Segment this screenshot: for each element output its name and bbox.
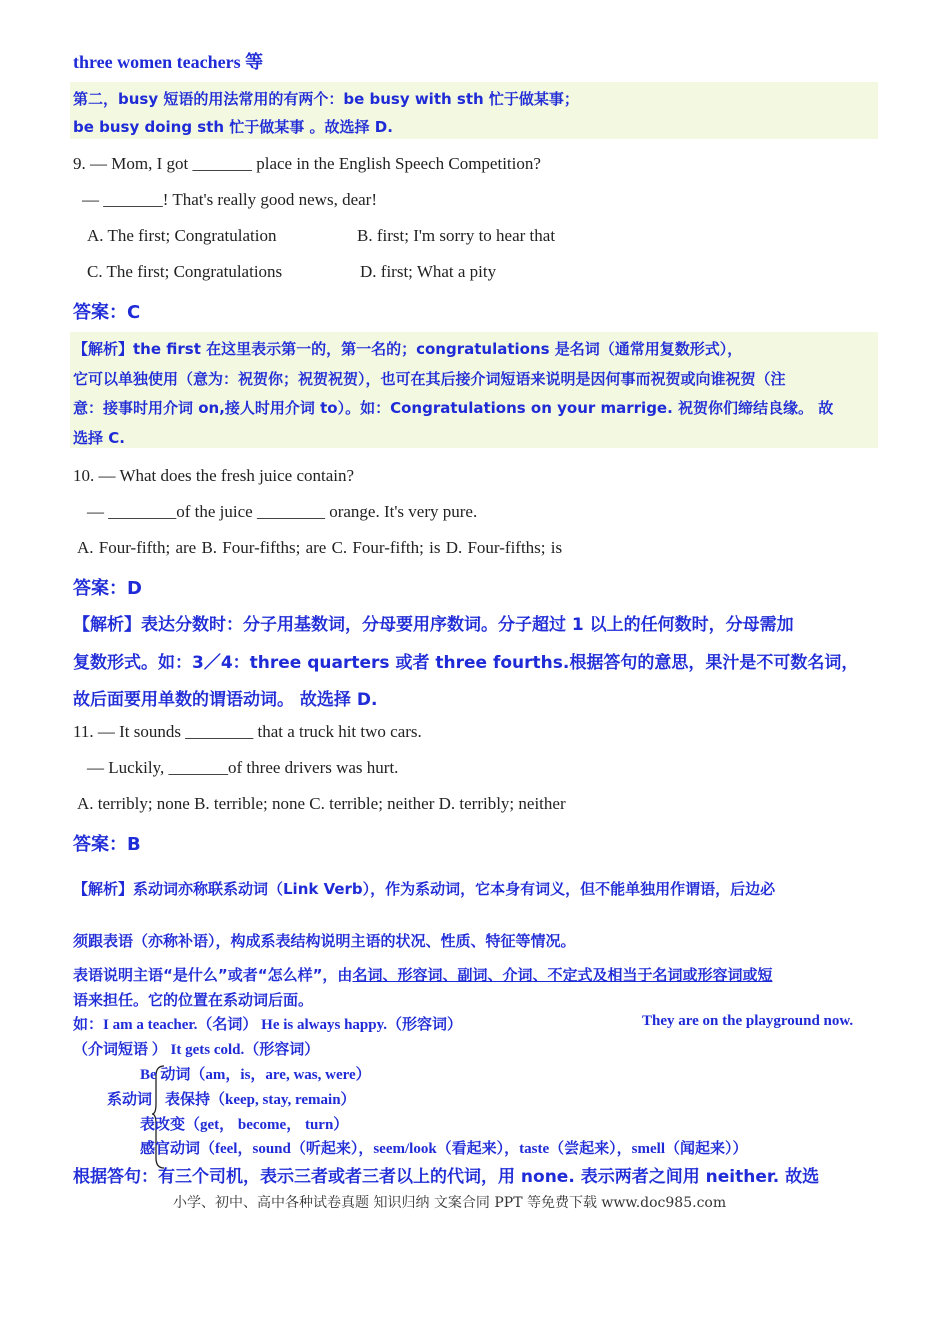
q10-options: A. Four-fifth; are B. Four-fifths; are C. Four-fifth; is D. Four-fifths; is <box>77 538 563 557</box>
q9-option-c: C. The first; Congratulations <box>87 262 283 281</box>
q9-exp-line1: 【解析】the first 在这里表示第一的，第一名的；congratulations 是名词（通常用复数形式）， <box>73 340 743 358</box>
q10-reply: — ________of the juice ________ orange. It's very pure. <box>87 502 478 521</box>
q9-option-d: D. first; What a pity <box>360 262 497 281</box>
q9-exp-line3: 意：接事时用介词 on,接人时用介词 to）。如：Congratulations on your marrige. 祝贺你们缔结良缘。 故 <box>73 399 834 417</box>
q10-answer: 答案：D <box>73 578 142 599</box>
q8-note-line1: 第二，busy 短语的用法常用的有两个：be busy with sth 忙于做某事； <box>73 90 579 108</box>
tree-item-keep: 表保持（keep, stay, remain） <box>165 1092 356 1108</box>
q11-exp-line3-underlined: 名词、形容词、副词、介词、不定式及相当于名词或形容词或短 <box>352 966 773 984</box>
footer-text: 小学、初中、高中各种试卷真题 知识归纳 文案合同 PPT 等免费下载 www.doc985.com <box>173 1195 727 1211</box>
tree-item-change: 表改变（get， become， turn） <box>140 1117 349 1133</box>
q11-exp-line2: 须跟表语（亦称补语），构成系表结构说明主语的状况、性质、特征等情况。 <box>73 932 576 950</box>
q11-answer: 答案：B <box>73 834 141 855</box>
tree-item-be: Be 动词（am，is，are, was, were） <box>140 1067 371 1083</box>
top-line: three women teachers 等 <box>73 52 264 72</box>
q9-exp-line2: 它可以单独使用（意为：祝贺你；祝贺祝贺），也可在其后接介词短语来说明是因何事而祝贺或向谁祝贺（注 <box>73 370 786 388</box>
q11-exp-line3 <box>73 964 772 985</box>
q10-exp-line2: 复数形式。如：3／4：three quarters 或者 three fourths.根据答句的意思，果汁是不可数名词， <box>73 653 859 673</box>
tree-root: 系动词 <box>107 1092 153 1108</box>
q11-exp-line1: 【解析】系动词亦称联系动词（Link Verb），作为系动词，它本身有词义，但不能单独用作谓语，后边必 <box>73 880 776 898</box>
q10-exp-line3: 故后面要用单数的谓语动词。 故选择 D. <box>73 690 378 710</box>
q11-stem: 11. — It sounds ________ that a truck hit two cars. <box>73 722 422 741</box>
q11-last-line: 根据答句：有三个司机，表示三者或者三者以上的代词，用 none. 表示两者之间用 neither. 故选 <box>73 1167 820 1187</box>
q8-note-line2: be busy doing sth 忙于做某事 。故选择 D. <box>73 118 393 136</box>
q11-example-line1-right: They are on the playground now. <box>642 1013 854 1029</box>
q11-exp-line3-plain: 表语说明主语“是什么”或者“怎么样”，由 <box>73 966 353 984</box>
q11-example-line2: （介词短语 ） It gets cold.（形容词） <box>73 1042 320 1058</box>
q10-stem: 10. — What does the fresh juice contain? <box>73 466 355 485</box>
q9-reply: — _______! That's really good news, dear! <box>82 190 377 209</box>
q11-exp-line4: 语来担任。它的位置在系动词后面。 <box>73 991 314 1009</box>
q9-answer: 答案：C <box>73 302 141 323</box>
q9-exp-line4: 选择 C. <box>73 429 125 447</box>
q11-example-line1: 如：I am a teacher.（名词） He is always happy.（形容词） <box>73 1017 463 1033</box>
q10-exp-line1: 【解析】表达分数时：分子用基数词，分母要用序数词。分子超过 1 以上的任何数时，分母需加 <box>73 615 794 635</box>
q11-reply: — Luckily, _______of three drivers was hurt. <box>87 758 399 777</box>
tree-item-sense: 感官动词（feel，sound（听起来），seem/look（看起来），taste（尝起来），smell（闻起来）） <box>140 1141 748 1157</box>
q9-option-a: A. The first; Congratulation <box>87 226 277 245</box>
q9-stem: 9. — Mom, I got _______ place in the English Speech Competition? <box>73 154 541 173</box>
q9-option-b: B. first; I'm sorry to hear that <box>357 226 556 245</box>
q11-options: A. terribly; none B. terrible; none C. terrible; neither D. terribly; neither <box>77 794 566 813</box>
